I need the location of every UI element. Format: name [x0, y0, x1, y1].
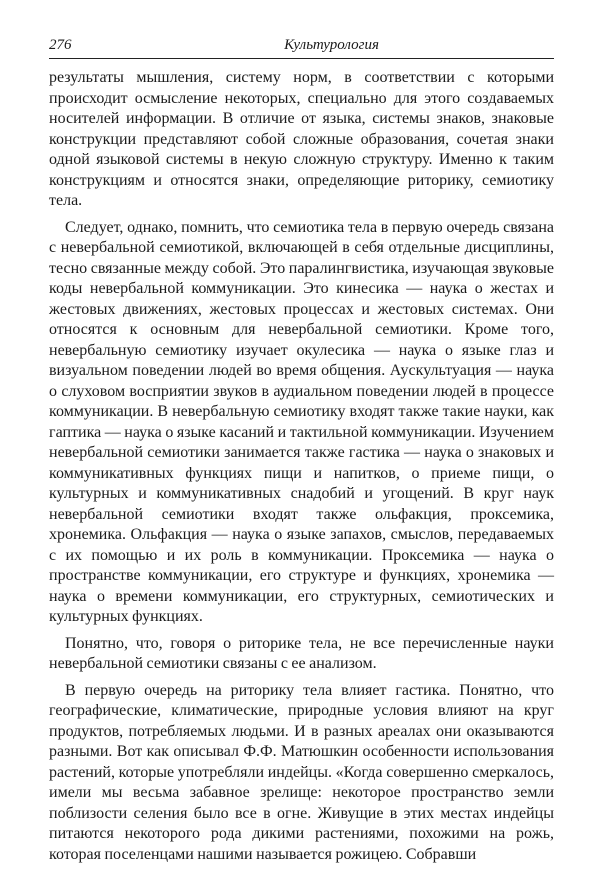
page-number: 276 [49, 37, 72, 53]
book-page [49, 36, 554, 871]
running-title: Культурология [284, 37, 379, 53]
body-text [49, 68, 554, 865]
running-head [49, 36, 554, 59]
paragraph-4: В первую очередь на риторику тела влияет гастика. Понятно, что географические, климатические, природные условия влияют на круг продуктов, потребляемых людьми. И в разных ареалах они оказываются разными. Вот как описывал Ф.Ф. Матюшкин особенности использования растений, которые употребляли индейцы. «Когда совершенно смеркалось, имели мы весьма забавное зрелище: некоторое пространство земли поблизости селения было все в огне. Живущие в этих местах индейцы питаются некоторого рода дикими растениями, похожими на рожь, которая поселенцами нашими называется рожицею. Собравши [49, 681, 554, 863]
paragraph-3: Понятно, что, говоря о риторике тела, не все перечисленные науки невербальной семиотики связаны с ее анализом. [49, 634, 554, 672]
paragraph-2: Следует, однако, помнить, что семиотика тела в первую очередь связана с невербальной семиотикой, включающей в себя отдельные дисциплины, тесно связанные между собой. Это паралингвистика, изучающая звуковые коды невербальной коммуникации. Это кинесика — наука о жестах и жестовых движениях, жестовых процессах и жестовых системах. Они относятся к основным для невербальной семиотики. Кроме того, невербальную семиотику изучает окулесика — наука о языке глаз и визуальном поведении людей во время общения. Аускультуация — наука о слуховом восприятии звуков в аудиальном поведении людей в процессе коммуникации. В невербальную семиотику входят также такие науки, как гаптика — наука о языке касаний и тактильной коммуникации. Изучением невербальной семиотики занимается также гастика — наука о знаковых и коммуникативных функциях пищи и напитков, о приеме пищи, о культурных и коммуникативных снадобий и угощений. В круг наук невербальной семиотики входят также ольфакция, проксемика, хронемика. Ольфакция — наука о языке запахов, смыслов, передаваемых с их помощью и их роль в коммуникации. Проксемика — наука о пространстве коммуникации, его структуре и функциях, хронемика — наука о времени коммуникации, его структурных, семиотических и культурных функциях. [49, 218, 554, 625]
paragraph-1: результаты мышления, систему норм, в соответствии с которыми происходит осмысление некоторых, специально для этого создаваемых носителей информации. В отличие от языка, системы знаков, знаковые конструкции представляют собой сложные образования, сочетая знаки одной языковой системы в некую сложную структуру. Именно к таким конструкциям и относятся знаки, определяющие риторику, семиотику тела. [49, 69, 554, 209]
